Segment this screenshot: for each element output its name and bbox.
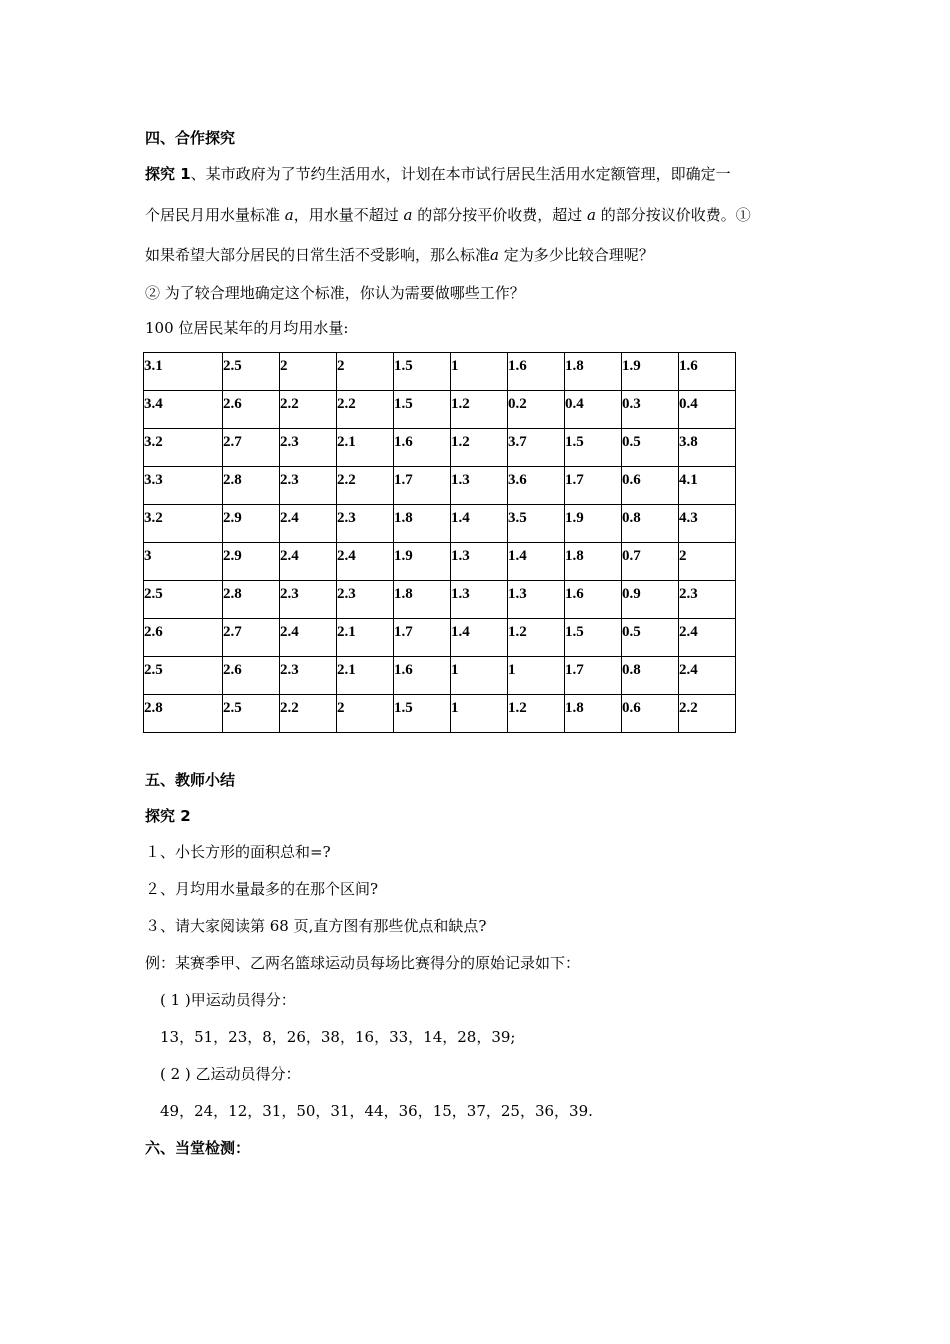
section-5-heading: 五、教师小结 <box>145 771 236 789</box>
example-intro: 例：某赛季甲、乙两名篮球运动员每场比赛得分的原始记录如下： <box>145 954 581 972</box>
table-cell: 2.9 <box>223 543 280 581</box>
table-cell: 2.8 <box>144 695 223 733</box>
variable-a: a <box>587 206 596 224</box>
table-cell: 1.2 <box>508 695 565 733</box>
table-cell: 1.6 <box>508 353 565 391</box>
table-cell: 1.8 <box>565 695 622 733</box>
table-cell: 1.3 <box>451 581 508 619</box>
table-cell: 2.3 <box>280 467 337 505</box>
table-cell: 3 <box>144 543 223 581</box>
table-cell: 0.5 <box>622 429 679 467</box>
table-cell: 2.5 <box>223 353 280 391</box>
table-caption: 100 位居民某年的月均用水量: <box>145 319 349 337</box>
table-cell: 4.1 <box>679 467 736 505</box>
table-cell: 0.9 <box>622 581 679 619</box>
table-row <box>144 353 736 391</box>
table-cell: 1.5 <box>394 391 451 429</box>
variable-a: a <box>490 246 499 264</box>
explore-1-line-2: 个居民月用水量标准 a，用水量不超过 a 的部分按平价收费，超过 a 的部分按议价收费。① <box>145 206 751 224</box>
table-cell: 1.6 <box>679 353 736 391</box>
table-cell: 1.9 <box>622 353 679 391</box>
table-row <box>144 429 736 467</box>
player-2-scores: 49，24，12，31，50，31，44，36，15，37，25，36，39. <box>160 1102 593 1120</box>
table-cell: 1.6 <box>565 581 622 619</box>
explore-1-line-1: 探究 1、某市政府为了节约生活用水，计划在本市试行居民生活用水定额管理，即确定一 <box>145 165 731 183</box>
table-cell: 3.5 <box>508 505 565 543</box>
table-cell: 2.5 <box>223 695 280 733</box>
table-cell: 2.7 <box>223 619 280 657</box>
table-cell: 1.5 <box>394 353 451 391</box>
table-cell: 2.1 <box>337 657 394 695</box>
table-cell: 3.6 <box>508 467 565 505</box>
table-cell: 0.4 <box>679 391 736 429</box>
table-cell: 0.3 <box>622 391 679 429</box>
table-cell: 2.4 <box>280 505 337 543</box>
table-cell: 3.2 <box>144 429 223 467</box>
table-cell: 2 <box>337 353 394 391</box>
table-cell: 1.7 <box>394 467 451 505</box>
table-cell: 1 <box>451 657 508 695</box>
table-cell: 2.3 <box>337 505 394 543</box>
table-cell: 3.7 <box>508 429 565 467</box>
table-cell: 3.2 <box>144 505 223 543</box>
table-cell: 2.2 <box>679 695 736 733</box>
table-cell: 4.3 <box>679 505 736 543</box>
table-cell: 1.7 <box>565 657 622 695</box>
table-cell: 1.9 <box>394 543 451 581</box>
table-cell: 2.3 <box>337 581 394 619</box>
table-cell: 1.4 <box>508 543 565 581</box>
table-row <box>144 657 736 695</box>
table-cell: 1.3 <box>451 543 508 581</box>
table-cell: 1.6 <box>394 657 451 695</box>
variable-a: a <box>403 206 413 224</box>
table-cell: 1.4 <box>451 619 508 657</box>
table-cell: 2.6 <box>144 619 223 657</box>
table-cell: 1 <box>508 657 565 695</box>
table-row <box>144 543 736 581</box>
explore-2-label: 探究 2 <box>145 807 191 825</box>
table-cell: 0.2 <box>508 391 565 429</box>
table-cell: 2.5 <box>144 581 223 619</box>
table-cell: 1.2 <box>508 619 565 657</box>
section-6-heading: 六、当堂检测： <box>145 1139 251 1157</box>
table-cell: 1.2 <box>451 391 508 429</box>
variable-a: a <box>284 206 294 224</box>
table-cell: 1.6 <box>394 429 451 467</box>
table-cell: 2.3 <box>280 429 337 467</box>
table-cell: 1.5 <box>565 429 622 467</box>
table-cell: 1.4 <box>451 505 508 543</box>
player-2-label: ( 2 ) 乙运动员得分： <box>160 1065 301 1083</box>
table-row <box>144 391 736 429</box>
question-3: ３、请大家阅读第 68 页,直方图有那些优点和缺点? <box>145 917 487 935</box>
table-cell: 2.7 <box>223 429 280 467</box>
water-usage-table <box>143 352 736 733</box>
table-cell: 2 <box>337 695 394 733</box>
explore-1-line-4: ② 为了较合理地确定这个标准，你认为需要做哪些工作？ <box>145 284 525 302</box>
table-cell: 0.8 <box>622 657 679 695</box>
table-row <box>144 467 736 505</box>
table-cell: 1.8 <box>394 581 451 619</box>
table-row <box>144 619 736 657</box>
table-cell: 2.2 <box>280 391 337 429</box>
table-cell: 2.8 <box>223 581 280 619</box>
table-cell: 2.1 <box>337 619 394 657</box>
table-cell: 2.8 <box>223 467 280 505</box>
table-cell: 1.3 <box>508 581 565 619</box>
table-cell: 0.8 <box>622 505 679 543</box>
table-cell: 2.3 <box>280 657 337 695</box>
table-cell: 2.4 <box>679 619 736 657</box>
table-cell: 1.8 <box>565 353 622 391</box>
table-cell: 0.5 <box>622 619 679 657</box>
table-cell: 2.1 <box>337 429 394 467</box>
table-cell: 2.2 <box>280 695 337 733</box>
explore-1-line-3: 如果希望大部分居民的日常生活不受影响，那么标准a 定为多少比较合理呢？ <box>145 246 654 264</box>
table-cell: 0.6 <box>622 467 679 505</box>
table-cell: 2.6 <box>223 657 280 695</box>
table-cell: 2.5 <box>144 657 223 695</box>
section-4-heading: 四、合作探究 <box>145 129 236 147</box>
table-cell: 3.1 <box>144 353 223 391</box>
player-1-label: ( 1 )甲运动员得分： <box>160 991 296 1009</box>
table-cell: 2.4 <box>679 657 736 695</box>
table-cell: 2.4 <box>337 543 394 581</box>
table-row <box>144 695 736 733</box>
table-cell: 2 <box>679 543 736 581</box>
table-cell: 1.2 <box>451 429 508 467</box>
table-cell: 2.3 <box>280 581 337 619</box>
table-cell: 1.7 <box>565 467 622 505</box>
table-cell: 1.3 <box>451 467 508 505</box>
table-cell: 2.2 <box>337 467 394 505</box>
table-cell: 1 <box>451 353 508 391</box>
question-1: １、小长方形的面积总和=? <box>145 843 331 861</box>
table-cell: 2.2 <box>337 391 394 429</box>
table-cell: 0.6 <box>622 695 679 733</box>
table-row <box>144 505 736 543</box>
table-cell: 1 <box>451 695 508 733</box>
player-1-scores: 13，51，23，8，26，38，16，33，14，28，39; <box>160 1028 516 1046</box>
table-cell: 2.4 <box>280 543 337 581</box>
table-cell: 1.7 <box>394 619 451 657</box>
table-cell: 1.8 <box>565 543 622 581</box>
table-cell: 1.8 <box>394 505 451 543</box>
explore-1-label: 探究 1 <box>145 165 191 183</box>
table-cell: 2.3 <box>679 581 736 619</box>
table-row <box>144 581 736 619</box>
table-cell: 3.8 <box>679 429 736 467</box>
table-cell: 2 <box>280 353 337 391</box>
table-cell: 1.5 <box>565 619 622 657</box>
table-cell: 0.7 <box>622 543 679 581</box>
table-cell: 3.3 <box>144 467 223 505</box>
table-cell: 3.4 <box>144 391 223 429</box>
table-cell: 1.5 <box>394 695 451 733</box>
table-cell: 1.9 <box>565 505 622 543</box>
question-2: ２、月均用水量最多的在那个区间? <box>145 880 379 898</box>
table-cell: 2.4 <box>280 619 337 657</box>
table-cell: 2.9 <box>223 505 280 543</box>
table-cell: 0.4 <box>565 391 622 429</box>
table-cell: 2.6 <box>223 391 280 429</box>
